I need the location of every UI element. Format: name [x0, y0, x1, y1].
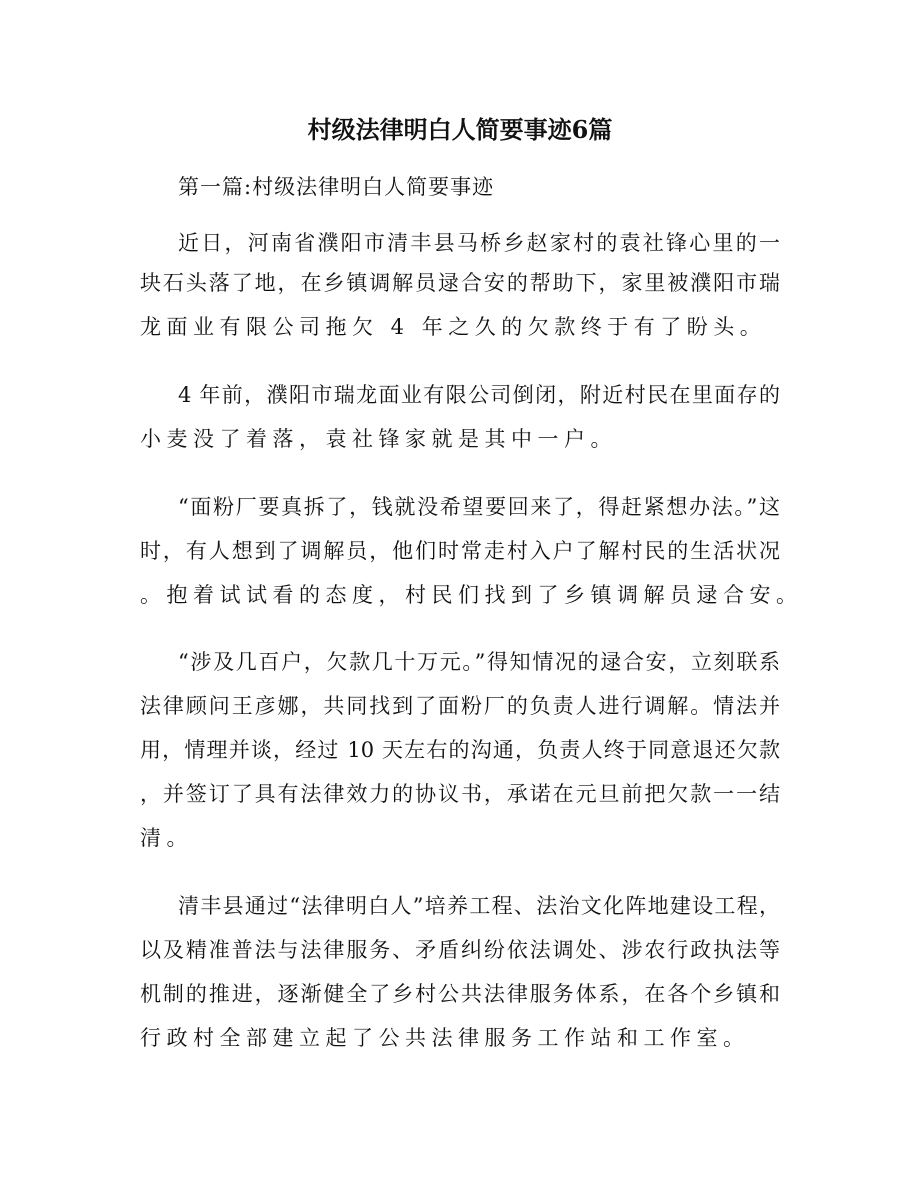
paragraph-line: 以及精准普法与法律服务、矛盾纠纷依法调处、涉农行政执法等	[140, 938, 780, 962]
paragraph-line: 时，有人想到了调解员，他们时常走村入户了解村民的生活状况	[140, 539, 780, 563]
paragraph-line: 块石头落了地，在乡镇调解员逯合安的帮助下，家里被濮阳市瑞	[140, 271, 780, 295]
paragraph-line: “涉及几百户，欠款几十万元。”得知情况的逯合安，立刻联系	[178, 650, 780, 674]
paragraph-line: 龙面业有限公司拖欠 4 年之久的欠款终于有了盼头。	[140, 315, 767, 339]
paragraph-line: 4 年前，濮阳市瑞龙面业有限公司倒闭，附近村民在里面存的	[178, 383, 780, 407]
paragraph-line: 小麦没了着落，袁社锋家就是其中一户。	[140, 427, 617, 451]
paragraph-line: 近日，河南省濮阳市清丰县马桥乡赵家村的袁社锋心里的一	[178, 231, 780, 255]
paragraph-line: ，并签订了具有法律效力的协议书，承诺在元旦前把欠款一一结	[140, 782, 780, 806]
paragraph-line: 机制的推进，逐渐健全了乡村公共法律服务体系，在各个乡镇和	[140, 982, 780, 1006]
paragraph-line: “面粉厂要真拆了，钱就没希望要回来了，得赶紧想办法。”这	[178, 495, 780, 519]
paragraph-line: 清丰县通过“法律明白人”培养工程、法治文化阵地建设工程，	[178, 894, 780, 918]
paragraph-line: 清。	[140, 826, 193, 850]
document-title: 村级法律明白人简要事迹6篇	[307, 115, 613, 144]
paragraph-line: 行政村全部建立起了公共法律服务工作站和工作室。	[140, 1026, 750, 1050]
paragraph-line: 用，情理并谈，经过 10 天左右的沟通，负责人终于同意退还欠款	[140, 738, 780, 762]
paragraph-line: 法律顾问王彦娜，共同找到了面粉厂的负责人进行调解。情法并	[140, 694, 780, 718]
section-heading: 第一篇:村级法律明白人简要事迹	[178, 175, 495, 199]
paragraph-line: 。抱着试试看的态度，村民们找到了乡镇调解员逯合安。	[140, 583, 803, 607]
